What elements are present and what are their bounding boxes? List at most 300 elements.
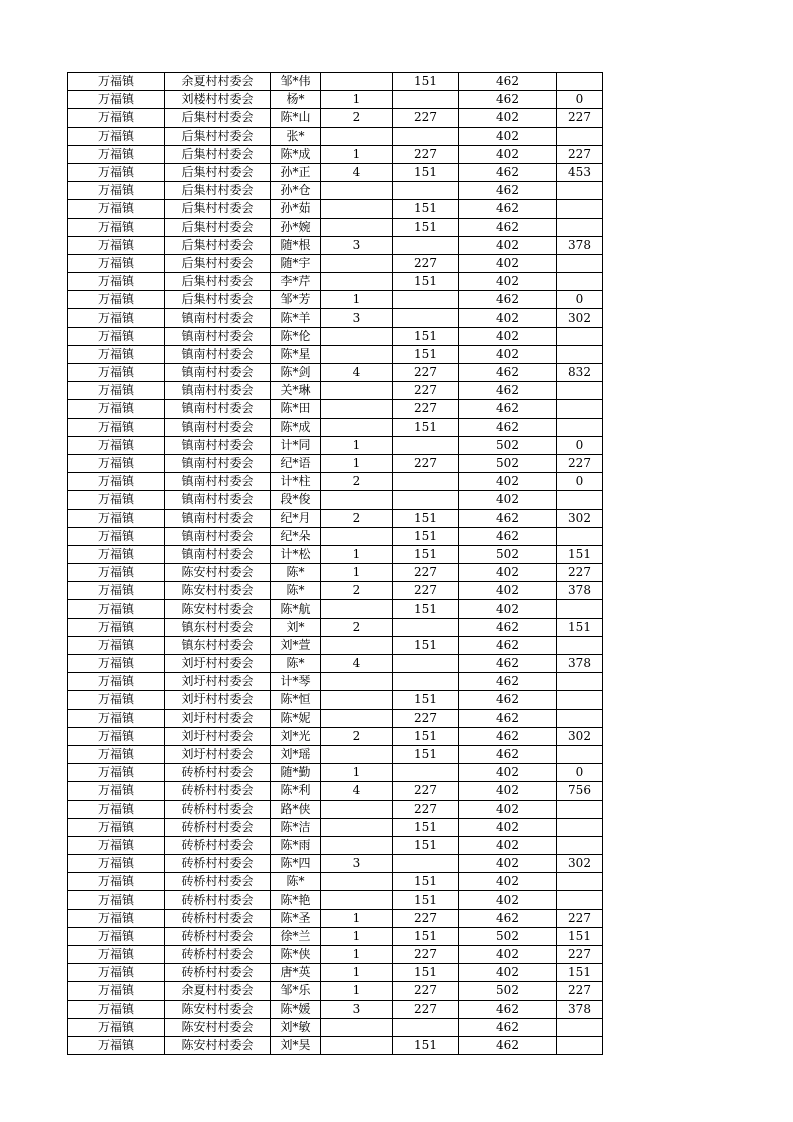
person-name-cell: 李*芹 (271, 273, 321, 291)
amount-b-cell: 402 (459, 782, 557, 800)
amount-total-cell: 302 (557, 855, 603, 873)
village-committee-cell: 镇南村村委会 (165, 473, 271, 491)
amount-b-cell: 462 (459, 636, 557, 654)
amount-b-cell: 402 (459, 327, 557, 345)
person-name-cell: 计*同 (271, 436, 321, 454)
amount-total-cell (557, 527, 603, 545)
town-cell: 万福镇 (68, 491, 165, 509)
amount-b-cell: 402 (459, 964, 557, 982)
table-row (68, 236, 603, 254)
town-cell: 万福镇 (68, 382, 165, 400)
table-row (68, 127, 603, 145)
town-cell: 万福镇 (68, 345, 165, 363)
amount-a-cell: 151 (393, 509, 459, 527)
amount-total-cell: 227 (557, 982, 603, 1000)
amount-a-cell: 151 (393, 836, 459, 854)
town-cell: 万福镇 (68, 473, 165, 491)
amount-a-cell (393, 309, 459, 327)
amount-a-cell: 227 (393, 582, 459, 600)
village-committee-cell: 后集村村委会 (165, 109, 271, 127)
table-row (68, 964, 603, 982)
amount-total-cell (557, 400, 603, 418)
count-cell: 3 (321, 1000, 393, 1018)
person-name-cell: 孙*婉 (271, 218, 321, 236)
village-committee-cell: 后集村村委会 (165, 291, 271, 309)
table-row (68, 1018, 603, 1036)
town-cell: 万福镇 (68, 509, 165, 527)
count-cell (321, 691, 393, 709)
amount-b-cell: 462 (459, 400, 557, 418)
village-committee-cell: 后集村村委会 (165, 182, 271, 200)
amount-total-cell: 378 (557, 1000, 603, 1018)
person-name-cell: 纪*语 (271, 454, 321, 472)
village-committee-cell: 镇南村村委会 (165, 345, 271, 363)
town-cell: 万福镇 (68, 545, 165, 563)
person-name-cell: 徐*兰 (271, 927, 321, 945)
person-name-cell: 陈*四 (271, 855, 321, 873)
table-row (68, 254, 603, 272)
town-cell: 万福镇 (68, 582, 165, 600)
village-committee-cell: 镇南村村委会 (165, 491, 271, 509)
person-name-cell: 段*俊 (271, 491, 321, 509)
amount-total-cell: 302 (557, 727, 603, 745)
count-cell: 2 (321, 109, 393, 127)
village-committee-cell: 镇南村村委会 (165, 400, 271, 418)
amount-a-cell: 151 (393, 745, 459, 763)
amount-total-cell (557, 691, 603, 709)
amount-a-cell: 151 (393, 418, 459, 436)
person-name-cell: 陈*利 (271, 782, 321, 800)
count-cell: 4 (321, 163, 393, 181)
amount-a-cell: 227 (393, 709, 459, 727)
table-row (68, 782, 603, 800)
town-cell: 万福镇 (68, 327, 165, 345)
person-name-cell: 陈*妮 (271, 709, 321, 727)
table-row (68, 600, 603, 618)
table-body (68, 73, 603, 1055)
amount-b-cell: 402 (459, 946, 557, 964)
amount-a-cell: 151 (393, 927, 459, 945)
town-cell: 万福镇 (68, 655, 165, 673)
amount-b-cell: 462 (459, 382, 557, 400)
amount-total-cell (557, 818, 603, 836)
village-committee-cell: 砖桥村村委会 (165, 946, 271, 964)
count-cell: 1 (321, 564, 393, 582)
amount-a-cell: 227 (393, 909, 459, 927)
amount-a-cell: 151 (393, 527, 459, 545)
village-committee-cell: 陈安村村委会 (165, 582, 271, 600)
count-cell (321, 800, 393, 818)
amount-b-cell: 402 (459, 109, 557, 127)
town-cell: 万福镇 (68, 782, 165, 800)
amount-a-cell: 227 (393, 109, 459, 127)
amount-a-cell: 227 (393, 364, 459, 382)
village-committee-cell: 镇南村村委会 (165, 364, 271, 382)
amount-total-cell: 227 (557, 454, 603, 472)
amount-a-cell: 227 (393, 145, 459, 163)
table-row (68, 709, 603, 727)
person-name-cell: 纪*月 (271, 509, 321, 527)
table-row (68, 1000, 603, 1018)
amount-b-cell: 402 (459, 836, 557, 854)
town-cell: 万福镇 (68, 73, 165, 91)
count-cell: 1 (321, 91, 393, 109)
table-row (68, 727, 603, 745)
count-cell: 1 (321, 927, 393, 945)
town-cell: 万福镇 (68, 109, 165, 127)
count-cell: 2 (321, 727, 393, 745)
amount-a-cell (393, 436, 459, 454)
village-committee-cell: 砖桥村村委会 (165, 855, 271, 873)
village-committee-cell: 砖桥村村委会 (165, 800, 271, 818)
table-row (68, 582, 603, 600)
amount-total-cell: 151 (557, 927, 603, 945)
town-cell: 万福镇 (68, 454, 165, 472)
person-name-cell: 陈*伦 (271, 327, 321, 345)
person-name-cell: 随*根 (271, 236, 321, 254)
table-row (68, 491, 603, 509)
town-cell: 万福镇 (68, 727, 165, 745)
amount-total-cell: 378 (557, 582, 603, 600)
village-committee-cell: 镇南村村委会 (165, 545, 271, 563)
table-row (68, 436, 603, 454)
amount-total-cell: 378 (557, 236, 603, 254)
town-cell: 万福镇 (68, 1018, 165, 1036)
amount-total-cell (557, 345, 603, 363)
amount-total-cell (557, 836, 603, 854)
amount-b-cell: 462 (459, 673, 557, 691)
amount-a-cell: 227 (393, 982, 459, 1000)
amount-total-cell: 151 (557, 618, 603, 636)
amount-b-cell: 462 (459, 1036, 557, 1054)
amount-total-cell (557, 491, 603, 509)
village-committee-cell: 刘圩村村委会 (165, 673, 271, 691)
person-name-cell: 陈* (271, 873, 321, 891)
amount-a-cell (393, 491, 459, 509)
amount-total-cell (557, 745, 603, 763)
amount-total-cell (557, 127, 603, 145)
village-committee-cell: 镇南村村委会 (165, 454, 271, 472)
person-name-cell: 计*松 (271, 545, 321, 563)
table-row (68, 364, 603, 382)
amount-total-cell: 302 (557, 309, 603, 327)
amount-total-cell: 0 (557, 473, 603, 491)
table-row (68, 636, 603, 654)
amount-b-cell: 462 (459, 1018, 557, 1036)
table-row (68, 400, 603, 418)
table-row (68, 800, 603, 818)
amount-b-cell: 402 (459, 891, 557, 909)
amount-a-cell: 227 (393, 1000, 459, 1018)
amount-a-cell: 227 (393, 400, 459, 418)
amount-total-cell: 756 (557, 782, 603, 800)
amount-total-cell: 0 (557, 91, 603, 109)
town-cell: 万福镇 (68, 636, 165, 654)
table-row (68, 345, 603, 363)
table-row (68, 818, 603, 836)
village-committee-cell: 刘圩村村委会 (165, 727, 271, 745)
count-cell (321, 418, 393, 436)
count-cell: 1 (321, 764, 393, 782)
count-cell (321, 218, 393, 236)
village-committee-cell: 陈安村村委会 (165, 1036, 271, 1054)
town-cell: 万福镇 (68, 200, 165, 218)
town-cell: 万福镇 (68, 855, 165, 873)
town-cell: 万福镇 (68, 291, 165, 309)
village-committee-cell: 陈安村村委会 (165, 1018, 271, 1036)
town-cell: 万福镇 (68, 891, 165, 909)
town-cell: 万福镇 (68, 254, 165, 272)
amount-b-cell: 402 (459, 127, 557, 145)
village-committee-cell: 镇南村村委会 (165, 327, 271, 345)
amount-b-cell: 462 (459, 691, 557, 709)
table-row (68, 418, 603, 436)
amount-a-cell: 151 (393, 636, 459, 654)
amount-b-cell: 462 (459, 218, 557, 236)
village-committee-cell: 后集村村委会 (165, 200, 271, 218)
amount-b-cell: 402 (459, 564, 557, 582)
town-cell: 万福镇 (68, 764, 165, 782)
amount-b-cell: 462 (459, 73, 557, 91)
amount-a-cell (393, 291, 459, 309)
amount-total-cell (557, 891, 603, 909)
town-cell: 万福镇 (68, 600, 165, 618)
town-cell: 万福镇 (68, 1000, 165, 1018)
amount-a-cell (393, 182, 459, 200)
count-cell (321, 745, 393, 763)
amount-a-cell: 151 (393, 964, 459, 982)
village-committee-cell: 刘圩村村委会 (165, 745, 271, 763)
amount-a-cell: 151 (393, 345, 459, 363)
village-committee-cell: 镇南村村委会 (165, 418, 271, 436)
amount-b-cell: 462 (459, 163, 557, 181)
person-name-cell: 陈* (271, 582, 321, 600)
count-cell (321, 891, 393, 909)
table-row (68, 91, 603, 109)
village-committee-cell: 砖桥村村委会 (165, 927, 271, 945)
person-name-cell: 刘*光 (271, 727, 321, 745)
table-row (68, 691, 603, 709)
town-cell: 万福镇 (68, 163, 165, 181)
person-name-cell: 邹*芳 (271, 291, 321, 309)
amount-a-cell: 227 (393, 382, 459, 400)
amount-total-cell (557, 273, 603, 291)
amount-a-cell: 227 (393, 800, 459, 818)
count-cell (321, 1018, 393, 1036)
person-name-cell: 随*勤 (271, 764, 321, 782)
town-cell: 万福镇 (68, 364, 165, 382)
person-name-cell: 陈*星 (271, 345, 321, 363)
count-cell (321, 327, 393, 345)
table-row (68, 745, 603, 763)
town-cell: 万福镇 (68, 873, 165, 891)
table-row (68, 891, 603, 909)
village-committee-cell: 镇南村村委会 (165, 509, 271, 527)
count-cell (321, 673, 393, 691)
amount-a-cell (393, 673, 459, 691)
count-cell: 4 (321, 782, 393, 800)
person-name-cell: 纪*朵 (271, 527, 321, 545)
amount-b-cell: 402 (459, 873, 557, 891)
count-cell: 1 (321, 909, 393, 927)
count-cell: 2 (321, 582, 393, 600)
count-cell: 2 (321, 473, 393, 491)
person-name-cell: 陈*羊 (271, 309, 321, 327)
amount-a-cell: 151 (393, 273, 459, 291)
village-committee-cell: 镇东村村委会 (165, 636, 271, 654)
count-cell: 4 (321, 655, 393, 673)
count-cell: 3 (321, 309, 393, 327)
amount-b-cell: 502 (459, 436, 557, 454)
person-name-cell: 路*侠 (271, 800, 321, 818)
amount-total-cell (557, 1036, 603, 1054)
town-cell: 万福镇 (68, 618, 165, 636)
table-row (68, 163, 603, 181)
amount-total-cell (557, 327, 603, 345)
amount-b-cell: 402 (459, 600, 557, 618)
table-row (68, 473, 603, 491)
amount-a-cell: 151 (393, 218, 459, 236)
amount-a-cell: 151 (393, 545, 459, 563)
person-name-cell: 陈*恒 (271, 691, 321, 709)
amount-b-cell: 402 (459, 800, 557, 818)
amount-b-cell: 462 (459, 182, 557, 200)
town-cell: 万福镇 (68, 418, 165, 436)
village-committee-cell: 后集村村委会 (165, 145, 271, 163)
town-cell: 万福镇 (68, 818, 165, 836)
amount-total-cell (557, 636, 603, 654)
town-cell: 万福镇 (68, 273, 165, 291)
amount-a-cell (393, 127, 459, 145)
town-cell: 万福镇 (68, 673, 165, 691)
town-cell: 万福镇 (68, 1036, 165, 1054)
amount-total-cell: 227 (557, 109, 603, 127)
count-cell: 3 (321, 236, 393, 254)
amount-b-cell: 462 (459, 709, 557, 727)
count-cell (321, 382, 393, 400)
person-name-cell: 计*柱 (271, 473, 321, 491)
village-committee-cell: 砖桥村村委会 (165, 764, 271, 782)
person-name-cell: 陈*成 (271, 418, 321, 436)
count-cell: 2 (321, 509, 393, 527)
table-row (68, 836, 603, 854)
amount-total-cell (557, 800, 603, 818)
village-committee-cell: 镇东村村委会 (165, 618, 271, 636)
town-cell: 万福镇 (68, 691, 165, 709)
amount-total-cell (557, 182, 603, 200)
town-cell: 万福镇 (68, 218, 165, 236)
town-cell: 万福镇 (68, 527, 165, 545)
person-name-cell: 陈*洁 (271, 818, 321, 836)
village-committee-cell: 后集村村委会 (165, 163, 271, 181)
table-row (68, 309, 603, 327)
person-name-cell: 邹*乐 (271, 982, 321, 1000)
town-cell: 万福镇 (68, 836, 165, 854)
amount-total-cell: 302 (557, 509, 603, 527)
amount-total-cell: 227 (557, 909, 603, 927)
village-committee-cell: 砖桥村村委会 (165, 909, 271, 927)
amount-a-cell: 151 (393, 1036, 459, 1054)
amount-b-cell: 402 (459, 273, 557, 291)
count-cell: 2 (321, 618, 393, 636)
amount-b-cell: 402 (459, 764, 557, 782)
amount-a-cell: 151 (393, 727, 459, 745)
village-committee-cell: 砖桥村村委会 (165, 964, 271, 982)
amount-total-cell: 227 (557, 564, 603, 582)
village-committee-cell: 砖桥村村委会 (165, 818, 271, 836)
amount-total-cell (557, 254, 603, 272)
count-cell: 4 (321, 364, 393, 382)
table-row (68, 509, 603, 527)
town-cell: 万福镇 (68, 91, 165, 109)
town-cell: 万福镇 (68, 964, 165, 982)
person-name-cell: 陈*媛 (271, 1000, 321, 1018)
amount-a-cell: 227 (393, 782, 459, 800)
count-cell (321, 491, 393, 509)
amount-total-cell: 832 (557, 364, 603, 382)
amount-total-cell (557, 218, 603, 236)
village-committee-cell: 刘圩村村委会 (165, 709, 271, 727)
town-cell: 万福镇 (68, 564, 165, 582)
table-row (68, 545, 603, 563)
amount-a-cell (393, 1018, 459, 1036)
village-committee-cell: 后集村村委会 (165, 127, 271, 145)
village-committee-cell: 后集村村委会 (165, 218, 271, 236)
table-row (68, 145, 603, 163)
amount-a-cell: 151 (393, 891, 459, 909)
town-cell: 万福镇 (68, 236, 165, 254)
town-cell: 万福镇 (68, 982, 165, 1000)
amount-b-cell: 462 (459, 418, 557, 436)
count-cell (321, 873, 393, 891)
person-name-cell: 陈*成 (271, 145, 321, 163)
table-row (68, 564, 603, 582)
amount-b-cell: 402 (459, 855, 557, 873)
amount-total-cell (557, 418, 603, 436)
amount-total-cell: 378 (557, 655, 603, 673)
amount-b-cell: 402 (459, 818, 557, 836)
village-committee-cell: 镇南村村委会 (165, 382, 271, 400)
amount-total-cell (557, 1018, 603, 1036)
amount-total-cell: 151 (557, 545, 603, 563)
data-table (67, 72, 603, 1055)
amount-b-cell: 462 (459, 727, 557, 745)
person-name-cell: 陈*山 (271, 109, 321, 127)
village-committee-cell: 后集村村委会 (165, 254, 271, 272)
village-committee-cell: 砖桥村村委会 (165, 873, 271, 891)
amount-total-cell (557, 200, 603, 218)
amount-b-cell: 462 (459, 909, 557, 927)
table-row (68, 182, 603, 200)
table-row (68, 873, 603, 891)
count-cell (321, 273, 393, 291)
town-cell: 万福镇 (68, 709, 165, 727)
amount-a-cell: 151 (393, 200, 459, 218)
table-row (68, 855, 603, 873)
town-cell: 万福镇 (68, 436, 165, 454)
amount-a-cell: 151 (393, 327, 459, 345)
town-cell: 万福镇 (68, 745, 165, 763)
amount-b-cell: 462 (459, 200, 557, 218)
amount-total-cell (557, 709, 603, 727)
count-cell: 1 (321, 145, 393, 163)
amount-b-cell: 462 (459, 1000, 557, 1018)
person-name-cell: 陈*圣 (271, 909, 321, 927)
amount-total-cell: 227 (557, 145, 603, 163)
village-committee-cell: 后集村村委会 (165, 236, 271, 254)
village-committee-cell: 余夏村村委会 (165, 73, 271, 91)
amount-a-cell: 227 (393, 454, 459, 472)
